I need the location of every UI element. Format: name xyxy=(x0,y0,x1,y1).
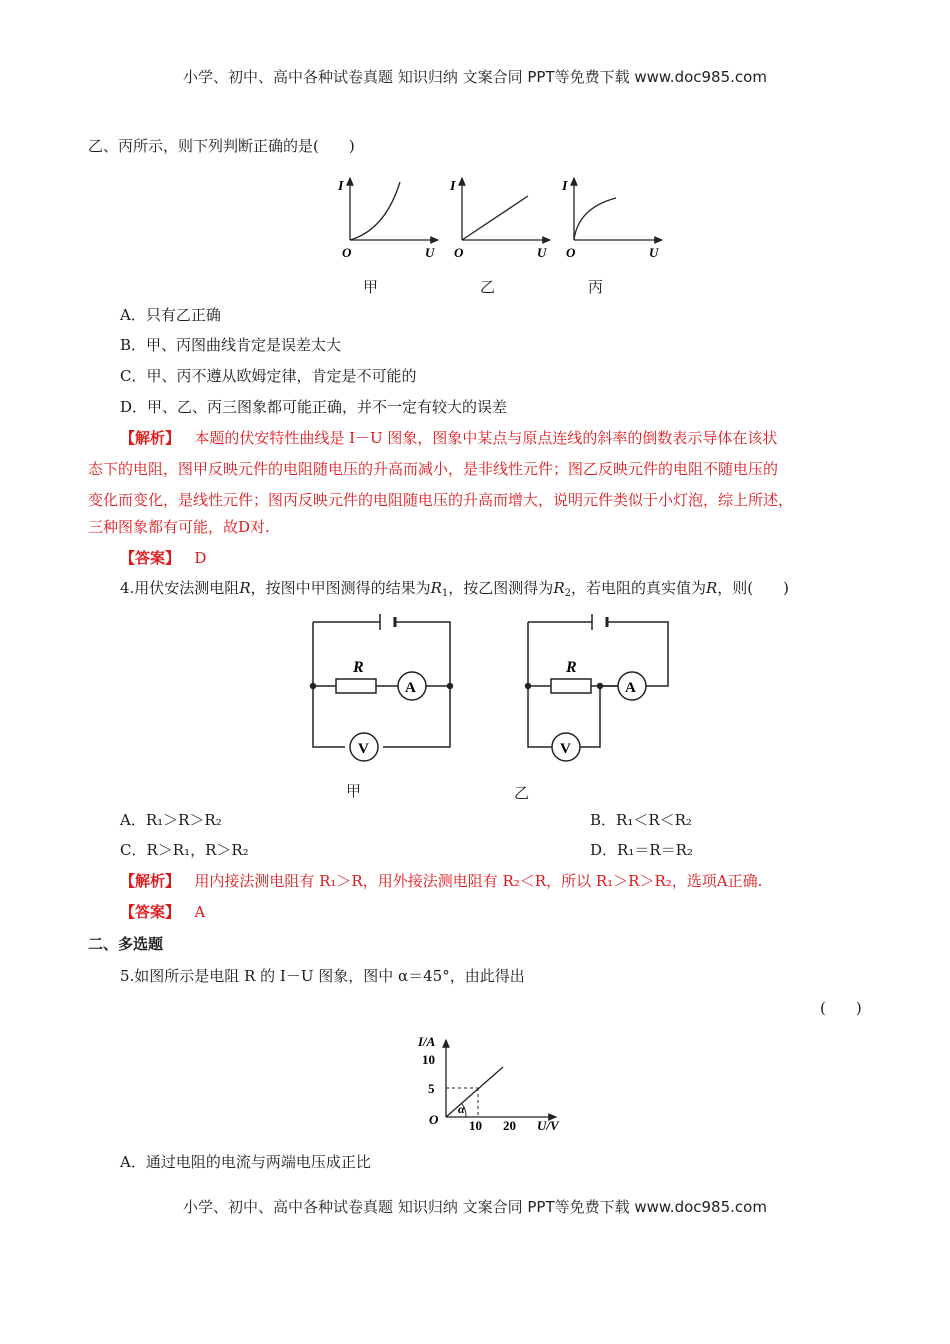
q4-answer-value: A xyxy=(194,903,206,921)
q3-stem: 乙、丙所示，则下列判断正确的是( ) xyxy=(88,137,355,155)
q5-origin: O xyxy=(429,1112,439,1127)
graph-bing-u-label: U xyxy=(649,245,659,260)
q5-ytick-10: 10 xyxy=(422,1052,435,1067)
q3-caption-bing: 丙 xyxy=(588,278,604,296)
q5-bracket: ( ) xyxy=(820,999,862,1017)
q4-stem-d: ，若电阻的真实值为 xyxy=(570,579,706,597)
q4-stem-r1: R xyxy=(430,579,442,597)
q3-option-a: A．只有乙正确 xyxy=(120,306,221,324)
section-title: 二、多选题 xyxy=(88,935,164,953)
graph-jia-i-label: I xyxy=(338,179,344,194)
q3-analysis-line-2: 态下的电阻，图甲反映元件的电阻随电压的升高而减小，是非线性元件；图乙反映元件的电阻不随电压的 xyxy=(88,460,779,478)
circuit-jia-r-label: R xyxy=(353,659,364,676)
graph-yi-origin: O xyxy=(454,245,464,260)
circuit-yi-a-label: A xyxy=(625,680,636,696)
q3-answer-label: 【答案】 xyxy=(120,549,181,567)
page-footer: 小学、初中、高中各种试卷真题 知识归纳 文案合同 PPT等免费下载 www.doc985.com xyxy=(183,1198,767,1216)
q3-option-d: D．甲、乙、丙三图象都可能正确，并不一定有较大的误差 xyxy=(120,398,508,416)
page-header: 小学、初中、高中各种试卷真题 知识归纳 文案合同 PPT等免费下载 www.doc985.com xyxy=(183,68,767,86)
q4-option-b: B．R₁＜R＜R₂ xyxy=(590,811,692,829)
q4-analysis-label: 【解析】 xyxy=(120,872,181,890)
q3-analysis-line-4: 三种图象都有可能，故D对. xyxy=(88,518,270,536)
q3-caption-yi: 乙 xyxy=(480,278,496,296)
q4-answer-label: 【答案】 xyxy=(120,903,181,921)
q3-option-b: B．甲、丙图曲线肯定是误差太大 xyxy=(120,336,342,354)
q5-xtick-10: 10 xyxy=(469,1118,482,1133)
q4-caption-yi: 乙 xyxy=(514,784,530,802)
q4-stem-e: ，则( ) xyxy=(717,579,790,597)
q4-stem-c: ，按乙图测得为 xyxy=(448,579,554,597)
q4-analysis-text: 用内接法测电阻有 R₁＞R，用外接法测电阻有 R₂＜R，所以 R₁＞R＞R₂，选项A正确. xyxy=(194,872,763,890)
q3-analysis-line-3: 变化而变化，是线性元件；图丙反映元件的电阻随电压的升高而增大，说明元件类似于小灯泡，综上所述， xyxy=(88,491,794,509)
q4-stem-a: 4.用伏安法测电阻 xyxy=(120,579,240,597)
q3-caption-jia: 甲 xyxy=(363,278,379,296)
q4-stem-r-true: R xyxy=(706,579,718,597)
q4-stem-b: ，按图中甲图测得的结果为 xyxy=(250,579,431,597)
q4-stem-sub1: 1 xyxy=(441,588,449,599)
q5-ytick-5: 5 xyxy=(428,1081,435,1096)
circuit-jia-a-label: A xyxy=(405,680,416,696)
graph-jia-origin: O xyxy=(342,245,352,260)
graph-yi-i-label: I xyxy=(450,179,456,194)
q4-option-d: D．R₁＝R＝R₂ xyxy=(590,841,693,859)
graph-yi-u-label: U xyxy=(537,245,547,260)
circuit-yi-v-label: V xyxy=(560,741,571,757)
q4-stem-sub2: 2 xyxy=(564,588,571,599)
q5-angle-label: α xyxy=(458,1102,465,1116)
q5-option-a: A．通过电阻的电流与两端电压成正比 xyxy=(120,1153,371,1171)
q5-xlabel: U/V xyxy=(537,1118,559,1133)
q4-stem-r2: R xyxy=(553,579,565,597)
q5-xtick-20: 20 xyxy=(503,1118,516,1133)
circuit-jia-v-label: V xyxy=(358,741,369,757)
q5-stem: 5.如图所示是电阻 R 的 I－U 图象，图中 α＝45°，由此得出 xyxy=(120,967,525,985)
q5-line xyxy=(446,1067,503,1117)
q3-option-c: C．甲、丙不遵从欧姆定律，肯定是不可能的 xyxy=(120,367,417,385)
q5-ylabel: I/A xyxy=(418,1034,436,1049)
q3-analysis-label: 【解析】 xyxy=(120,429,181,447)
q4-stem-r: R xyxy=(239,579,251,597)
q4-caption-jia: 甲 xyxy=(346,782,362,800)
q4-option-a: A．R₁＞R＞R₂ xyxy=(120,811,222,829)
q3-analysis-text-1: 本题的伏安特性曲线是 I－U 图象，图象中某点与原点连线的斜率的倒数表示导体在该状 xyxy=(194,429,778,447)
circuit-yi-r-label: R xyxy=(566,659,577,676)
graph-bing-origin: O xyxy=(566,245,576,260)
q4-option-c: C．R＞R₁，R＞R₂ xyxy=(120,841,249,859)
q3-answer-value: D xyxy=(194,549,207,567)
graph-bing-i-label: I xyxy=(562,179,568,194)
graph-jia-u-label: U xyxy=(425,245,435,260)
